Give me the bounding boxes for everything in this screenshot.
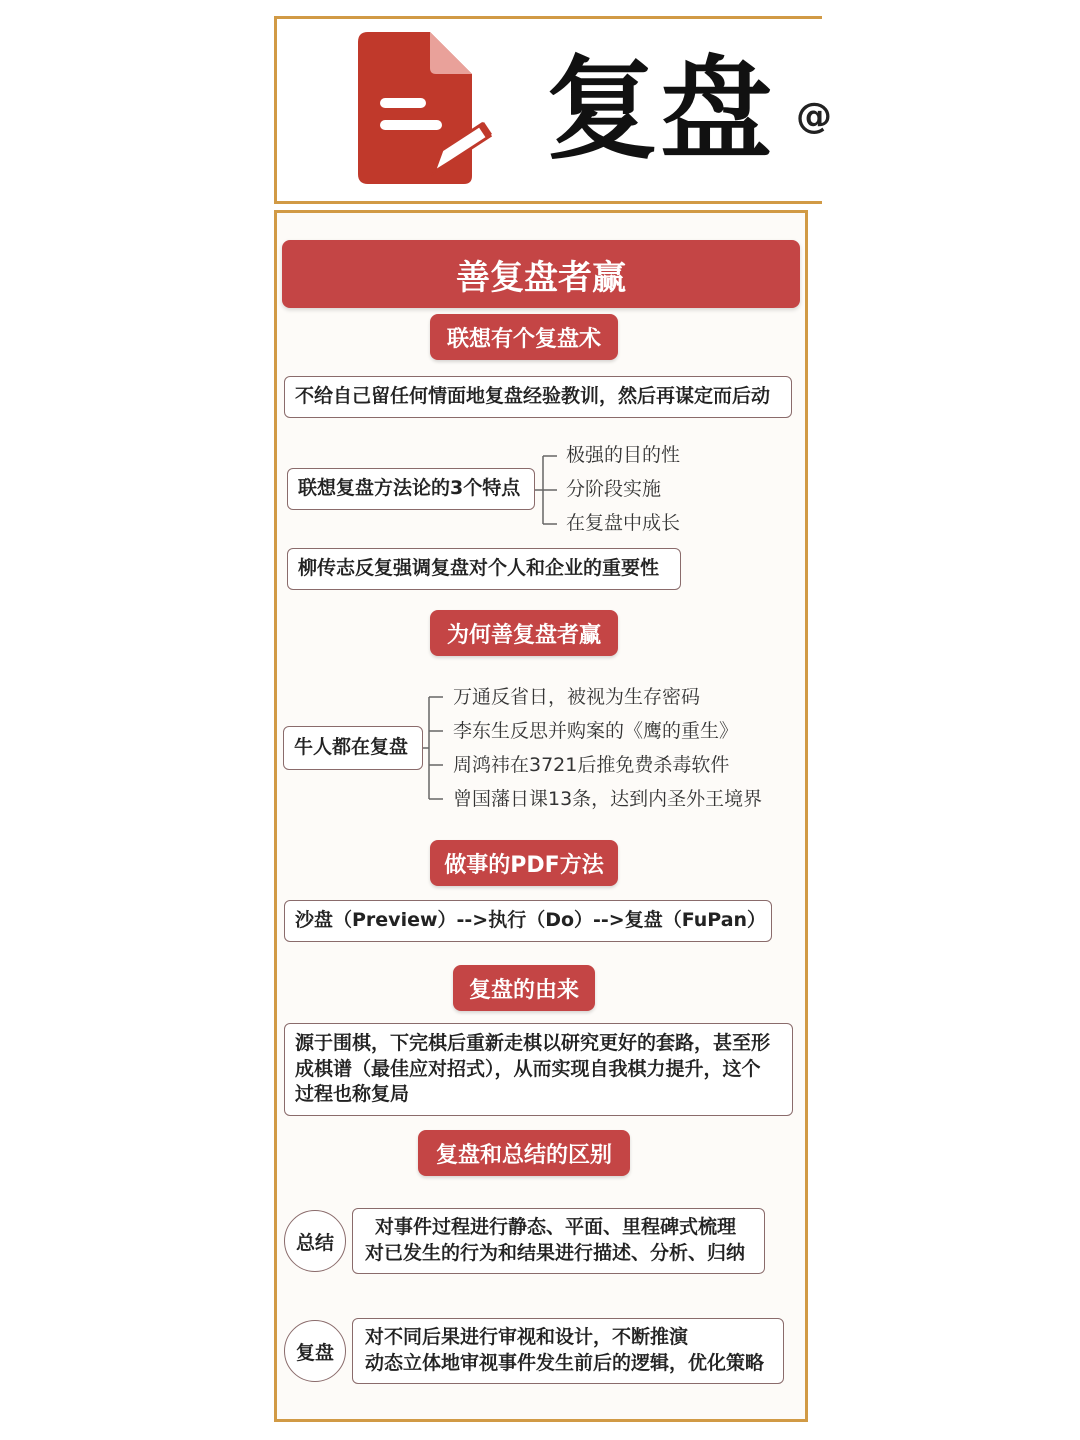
expert-item: 曾国藩日课13条，达到内圣外王境界 xyxy=(453,788,763,810)
feature-item: 在复盘中成长 xyxy=(566,512,681,534)
document-pen-icon xyxy=(354,32,494,184)
section-title-pdf: 做事的PDF方法 xyxy=(430,840,618,886)
pdf-statement-box: 沙盘（Preview）-->执行（Do）-->复盘（FuPan） xyxy=(284,900,772,942)
experts-box: 牛人都在复盘 xyxy=(283,726,423,770)
review-box xyxy=(352,1318,784,1384)
summary-box xyxy=(352,1208,765,1274)
summary-line: 对事件过程进行静态、平面、里程碑式梳理 xyxy=(375,1216,737,1239)
header-at-symbol: @ xyxy=(796,96,832,137)
summary-line: 对已发生的行为和结果进行描述、分析、归纳 xyxy=(365,1242,746,1264)
main-banner: 善复盘者赢 xyxy=(282,240,800,308)
expert-item: 周鸿祎在3721后推免费杀毒软件 xyxy=(453,754,730,776)
lenovo-statement-box: 不给自己留任何情面地复盘经验教训，然后再谋定而后动 xyxy=(284,376,792,418)
features-bracket xyxy=(535,448,567,532)
header-title: 复盘 xyxy=(546,45,774,175)
lenovo-features-box: 联想复盘方法论的3个特点 xyxy=(287,468,535,510)
expert-item: 万通反省日，被视为生存密码 xyxy=(453,686,701,708)
experts-bracket xyxy=(423,686,455,806)
review-line: 对不同后果进行审视和设计，不断推演 xyxy=(365,1326,689,1349)
summary-circle: 总结 xyxy=(284,1210,346,1272)
section-title-lenovo: 联想有个复盘术 xyxy=(430,314,618,360)
section-title-difference: 复盘和总结的区别 xyxy=(418,1130,630,1176)
review-circle: 复盘 xyxy=(284,1320,346,1382)
origin-box xyxy=(284,1023,793,1116)
origin-line: 源于围棋，下完棋后重新走棋以研究更好的套路，甚至形 xyxy=(295,1032,771,1055)
origin-line: 成棋谱（最佳应对招式），从而实现自我棋力提升，这个 xyxy=(295,1057,761,1080)
review-line: 动态立体地审视事件发生前后的逻辑，优化策略 xyxy=(365,1352,765,1374)
feature-item: 极强的目的性 xyxy=(566,444,681,466)
liu-statement-box: 柳传志反复强调复盘对个人和企业的重要性 xyxy=(287,548,681,590)
section-title-origin: 复盘的由来 xyxy=(453,965,595,1011)
feature-item: 分阶段实施 xyxy=(566,478,662,500)
origin-line: 过程也称复局 xyxy=(295,1083,410,1106)
expert-item: 李东生反思并购案的《鹰的重生》 xyxy=(453,720,739,742)
section-title-why: 为何善复盘者赢 xyxy=(430,610,618,656)
